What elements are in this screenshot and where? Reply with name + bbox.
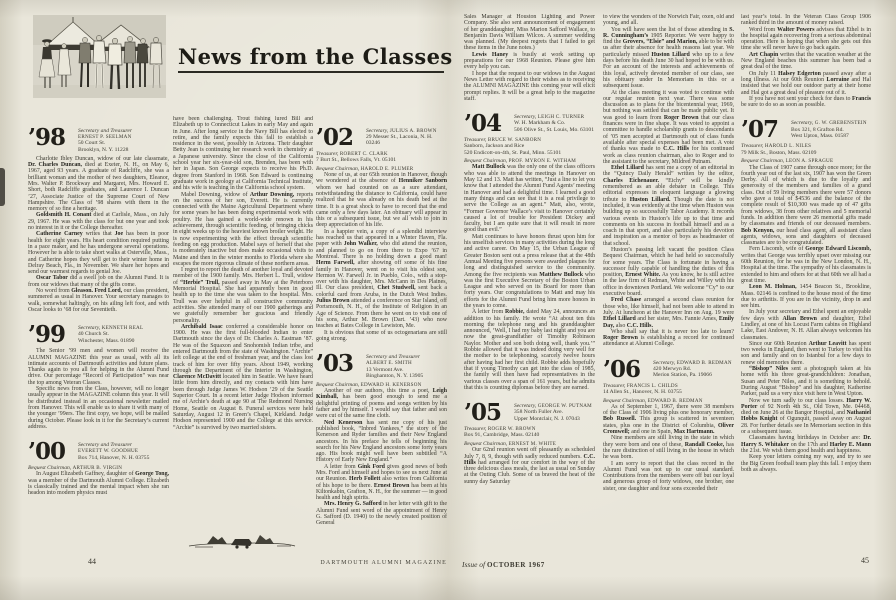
officer-text-segment: 13 Vermont Ave. <box>366 366 404 373</box>
officer-text-segment: JULIUS A. BROWN <box>389 128 437 134</box>
class-officers <box>514 113 594 134</box>
classmate-name: Fred Chase <box>611 297 642 304</box>
officer-text-segment: KENNETH REAL <box>101 325 144 332</box>
classmate-name: Ernest White. <box>625 272 661 279</box>
officer-text-segment: Treasurer, <box>464 137 488 144</box>
class-news-paragraph: Matt continues to have honors thrust upon him for his unselfish services in many activities during the long and active career. On May 15, the Urban League of Greater Boston sent out a press release that at the 48th Annual Meeting five persons were awarded plaques for long and distinguished service to the community. Among the five recipients was Matthew Bullock who was the first Executive Secretary of the Boston Urban League and who served on its Board for more than forty years. Our congratulations to Matt and may his efforts for the Alumni Fund bring him more honors in the years to come. <box>464 233 595 309</box>
officer-text-segment: LEIGH C. TURNER <box>537 114 585 121</box>
classmate-name: Henniker Sanborn <box>398 178 447 185</box>
column-5 <box>603 14 734 554</box>
class-news-paragraph: Sales Manager at Houston Lighting and Power Company. She also sent announcement of engagement of her granddaughter, Miss Marion Safford Wallace, to Benjamin Davis William Wilcox. A summer wedding was planned. (My deepest regrets that I failed to get these items in the June notes.) <box>464 14 595 52</box>
class-news-paragraph: A letter from Robbie, dated May 24, announces an addition to his family. He wrote “At about ten this morning the telephone rang and his granddaughter announced, ‘Well, I had my baby last night and you are now the great-grandfather of Timothy Robinson Naylor. Mother and son both doing well, thank you.’” Robbie allowed that it was indeed doing very well for the mother to be telephoning, scarcely twelve hours after having had her first child. Robbie adds hopefully that if young Timothy can get into the class of 1985, the family will then have had representatives in the various classes over a span of 161 years, but he admits that this is counting diplomas before they are earned. <box>464 309 595 391</box>
class-news-paragraph: It is obvious that some of us octogenarians are still going strong. <box>316 329 447 342</box>
classmate-name: Nathaniel Hobbs Knight <box>741 410 871 423</box>
classmate-name: Clarence McDavitt <box>173 374 222 381</box>
officer-text-segment: ROBERT C. CLARK <box>339 151 388 157</box>
class-news-paragraph: last year’s total. In the Veteran Class Group 1906 ranked third in the amount of money raised. <box>741 14 871 27</box>
classmate-name: Huston Lillard. <box>629 196 671 203</box>
class-section-header <box>603 355 734 383</box>
officer-text-segment: EDWARD B. REDMAN <box>647 397 703 404</box>
class-news-paragraph: Fern Liscomb, wife of George Edward Liscomb, writes that George was terribly upset over missing our 60th Reunion, for he was in the New London, N. H., Hospital at the time. The sympathy of his classmates is extended to him and others for at that 60th we all had a great time. <box>741 246 871 284</box>
class-news-paragraph: Keep your letters coming my way, and try to see the Big Green football team play this fall. I enjoy them both as always. <box>741 454 871 473</box>
officer-line <box>366 140 437 146</box>
class-news-paragraph: Mabel Downing, widow of Arthur Downing, reports on the success of her son, Everett. He is currently connected with the Maine Agricultural Department where for some years he has been doing experimental work with poultry. He has gained a world-wide renown in his achievement, through scientific feeding, of bringing chicks in eight weeks up to the heaviest known broiler weight. He is now experimenting with the effect through scientific feeding on egg production. Mabel says of herself that she is moderately inactive but does make occasional visits to Maine and then in the winter months to Florida where she escapes the more rigorous climate of these northern areas. <box>173 191 313 267</box>
officer-text-segment: 506 Olive St., St. Louis, Mo. 63101 <box>514 126 595 133</box>
officer-text-segment: Box 91, Cambridge, Mass. 02140 <box>464 432 540 439</box>
officer-text-segment: LEON A. SPRAGUE <box>785 158 834 165</box>
officer-text-segment: Secretary and Treasurer <box>366 354 421 361</box>
classmate-name: Allan Brown <box>782 315 817 322</box>
issue-date-line <box>462 560 545 569</box>
officer-text-segment: Sanborn, Jackson and Rice <box>464 143 525 150</box>
class-year-heading: ’99 <box>28 321 66 349</box>
issue-prefix: Issue of <box>462 560 486 569</box>
class-news-paragraph: Matt Bullock was the only one of the class officers who was able to attend the meetings in Hanover on May 12 and 13. Matt has written, “Just a line to let you know that I attended the Alumni Fund Agents’ meeting in Hanover and had a delightful time. I learned a good many things and can see that it is a real privilege to serve the College as an agent.” Matt, also, wrote, “Former Governor Wallace’s visit to Hanover certainly caused a lot of trouble for President Dickey and faculty, but I am quite sure that it will result in more good than evil.” <box>464 164 595 234</box>
classmate-name: Grovers, “Elsie” and Marion, <box>622 39 698 46</box>
classmate-name: George Tong, <box>135 471 169 478</box>
class-news-paragraph: Classmates having birthdays in October are: Dr. Harry S. Whitaker on the 17th and Harley E. Mann the 21st. We wish them good health and happiness. <box>741 435 871 454</box>
officer-text-segment: ARTHUR B. VIRGIN <box>72 465 123 472</box>
officer-text-segment: Secretary, <box>653 359 677 366</box>
scan-edge-smudge <box>0 168 5 206</box>
officer-text-segment: GEORGE W. PUTNAM <box>537 403 592 410</box>
classmate-name: Lewis Haney <box>472 51 509 58</box>
class-news-paragraph: Mrs. Henry G. Safford in her letter with gift to the Alumni Fund sent word of the appointment of Henry G. Safford (D. 1940) to the newly created position of General <box>316 501 447 527</box>
class-news-paragraph: Another of our authors, this time a poet, Leigh Kimball, has been good enough to send me a delightful printing of poems and songs written by his father and by himself. I would say that father and son were cut of the same fine cloth. <box>316 388 447 420</box>
class-section-header <box>464 399 595 427</box>
classmate-name: Bob Kenyon, <box>741 227 775 234</box>
classmate-name: Art Chapin <box>749 51 779 58</box>
officer-text-segment: Treasurer, <box>603 382 627 389</box>
classmate-name: Bob Russell. <box>603 416 637 423</box>
officer-text-segment: 29 Messer St., Laconia, N. H. <box>366 134 433 141</box>
officer-line <box>366 373 423 379</box>
classmate-name: Joe <box>114 231 124 238</box>
officer-text-segment: 03246 <box>366 140 380 147</box>
officer-line <box>78 147 132 153</box>
class-officers <box>78 441 149 462</box>
officer-text-segment: Treasurer, <box>316 151 340 157</box>
classmate-name: George Edward Liscomb, <box>805 246 871 253</box>
class-news-paragraph: At the class meeting it was voted to continue with our regular reunion next year. There was some discussion as to plans for the bicentennial year, 1969, but nothing was settled that can be made public yet. It was good to learn from Roger Brown that our class finances were in fine shape. It was voted to appoint a committee to handle scholarship grants to descendants of ’05 men accepted at Dartmouth out of class funds available after special expenses had been met. A vote of thanks was made to C.C. Hills for his continued work as class reunion chairman, also to Roger and to the assistant to the secretary, Mildred Putnam. <box>603 89 734 165</box>
class-section-99 <box>28 321 169 349</box>
class-news-paragraph: Oscar Tabor did a swell job on the Alumni Fund. It is from our widows that many of the gifts come. <box>28 275 169 288</box>
class-news-paragraph: In August Elizabeth Gaffney, daughter of George Tong, was a member of the Dartmouth Alumni College. Elizabeth is classically trained and the mental impact when she ran headon into modern physics must <box>28 471 169 497</box>
class-officers <box>653 359 732 380</box>
class-year-heading: ’04 <box>464 110 502 138</box>
class-section-header <box>28 124 169 153</box>
officer-text-segment: Treasurer, <box>741 143 765 150</box>
column-1 <box>28 116 169 556</box>
classmate-name: Matt Bullock <box>472 164 506 171</box>
class-news-paragraph: “Bishop” Niles sent a photograph taken at his home with his three great-grandchildren: Jonathan, Susan and Peter Niles, and it is something to behold. During August “Bishop” and his daughter, Katherine Parker, paid us a very nice visit here in West Upton. <box>741 366 871 398</box>
officer-text-segment: G. W. GREBENSTEIN <box>814 120 867 127</box>
classmate-name: John Walker, <box>343 241 378 248</box>
classmate-name: Charles Eichenauer. <box>603 177 659 184</box>
classmate-name: Catherine Carney <box>36 231 83 238</box>
class-news-paragraph: Specific news from the Class, however, will no longer usually appear in the MAGAZINE column this year. It will be distributed instead in an occasional newsletter mailed from Hanover. This will enable us to share it with many of the younger ’99ers. The first copy, we hope, will be mailed during October. Please look in it for the Secretary’s current address. <box>28 386 169 430</box>
officer-text-segment: 50 Court St. <box>78 140 106 147</box>
officer-text-segment: Secretary and Treasurer <box>78 442 133 449</box>
class-section-header <box>28 438 169 466</box>
class-year-heading: ’00 <box>28 438 66 466</box>
classmate-name: Gleason. Fred Lord, <box>71 288 123 295</box>
issue-date: OCTOBER 1967 <box>487 561 545 569</box>
officer-text-segment: FRANCIS L. CHILDS <box>626 382 678 389</box>
officer-text-segment: Upper Montclair, N. J. 07043 <box>514 415 580 422</box>
classmate-name: C.C. Hills. <box>626 322 653 329</box>
class-year-heading: ’06 <box>603 355 641 383</box>
class-section-header <box>464 110 595 138</box>
class-section-05 <box>464 399 595 448</box>
class-year-heading: ’05 <box>464 399 502 427</box>
classmate-name: Francis <box>852 95 871 102</box>
officer-line <box>78 338 143 344</box>
class-news-paragraph: I regret to report the death of another loyal and devoted member of the 1900 family. Mrs. Herbert L. Trull, widow of “Herbie” Trull, passed away in May at the Peterboro Memorial Hospital. She had apparently been in good health up to the time she was taken to the hospital. Mrs. Trull was ever helpful in all constructive community activities. She attended many of our 1900 gatherings and we gratefully remember her gracious and friendly personality. <box>173 267 313 324</box>
class-news-paragraph: On July 11 Halsey Edgerton passed away after a long illness. At our 60th Reunion Lorraine and Hal insisted that we hold our outdoor party at their home and Hal got a great deal of pleasure out of it. <box>741 70 871 96</box>
classmate-name: Walter Powers <box>777 26 815 33</box>
class-section-02 <box>316 124 447 172</box>
classmate-name: Ernest Brown <box>373 482 410 489</box>
class-news-paragraph: Goldsmith H. Conant died at Carlisle, Mass., on July 29, 1967. He was with the class for but one year and took no interest in it or the College thereafter. <box>28 212 169 232</box>
officer-text-segment: Box 321, 8 Grafton Rd. <box>791 126 844 133</box>
classmate-name: C.C. Hills <box>663 146 690 153</box>
officer-line <box>741 150 871 156</box>
classmate-name: Leigh Kimball, <box>316 388 447 401</box>
officer-text-segment: 40 Church St. <box>78 331 109 338</box>
classmate-name: Leon M. Holman, <box>749 284 797 291</box>
classmate-name: Chet Studwell, <box>377 285 416 292</box>
officer-text-segment: ROGER W. BROWN <box>487 426 536 433</box>
class-news-paragraph: Leon M. Holman, 1454 Beacon St., Brookline, Mass. 02146 is confined to the house most of the time due to arthritis. If you are in the vicinity, drop in and see him. <box>741 284 871 310</box>
class-news-paragraph: Huston’s passing left vacant the position Class Bequest Chairman, which he had held so successfully for some years. The Class is fortunate in having a successor fully capable of handling the duties of this position, Ernest White. As you know, he is still active in the law firm of Redman, White and Willey with his office in downtown Portland. We welcome “Cy” to our executive board. <box>603 246 734 298</box>
alumni-reunion-group-sketch-illustration <box>33 15 166 98</box>
classmate-name: Huston Lillard <box>651 51 690 58</box>
officer-text-segment: Box 714, Hanover, N. H. 03755 <box>78 454 150 461</box>
officer-text-segment: Binghamton, N. Y. 13905 <box>366 372 424 379</box>
class-news-paragraph: In July your secretary and Ethel spent an enjoyable few days with Allan Brown and daughter, Ethel Lindley, at one of his Locust Farm cabins on Highland Lake, East Andover, N. H. Allan always welcomes his classmates. <box>741 309 871 341</box>
classmate-name: Goldsmith H. Conant <box>36 212 92 219</box>
column-3 <box>316 116 447 556</box>
officer-line <box>316 157 447 163</box>
officer-text-segment: ERNEST P. SEELMAN <box>78 134 132 141</box>
classmate-name: “Herbie” Trull, <box>180 279 220 286</box>
officer-text-segment: HAROLD L. NILES <box>764 143 812 150</box>
class-news-paragraph: Word from Walter Powers advises that Ethel is in the hospital again recovering from a serious abdominal operation. Here is hoping that when she gets out this time she will never have to go back again. <box>741 26 871 52</box>
left-page-number: 44 <box>88 557 96 566</box>
officer-line <box>514 416 592 422</box>
class-year-heading: ’07 <box>741 116 779 144</box>
classmate-name: Randall Cooke, <box>684 441 725 448</box>
officer-text-segment: BRUCE W. SANBORN <box>487 137 542 144</box>
class-news-paragraph: Lewis Haney is busily at work setting up preparations for our 1968 Reunion. Please give him every help you can. <box>464 51 595 71</box>
classmate-name: Arthur Leavitt <box>808 340 847 347</box>
officer-text-segment: Bequest Chairman, <box>464 441 509 448</box>
classmate-name: Roger Brown <box>603 335 638 342</box>
classmate-name: Max Hartmann. <box>673 429 715 436</box>
classmate-name: Dr. Charles Duncan, <box>28 162 83 169</box>
classmate-name: Halsey Edgerton <box>778 70 821 77</box>
officer-text-segment: Secretary, <box>514 114 538 121</box>
title-rule <box>178 71 444 73</box>
classmate-name: Mrs. Henry G. Safford <box>324 501 382 508</box>
classmate-name: Lorraine <box>826 76 850 83</box>
class-news-paragraph: Since our 60th Reunion Arthur Leavitt has spent two weeks in England, then went to Turkey to visit his son and family and on to Istanbul for a few days to renew old memories there. <box>741 340 871 366</box>
right-page-number: 45 <box>861 556 869 565</box>
classmate-name: Julius Brown <box>316 298 350 305</box>
officer-text-segment: Brooklyn, N. Y. 11228 <box>78 146 129 153</box>
class-section-header <box>741 116 871 144</box>
officer-text-segment: Bequest Chairman, <box>316 381 361 388</box>
officer-text-segment: 14 Allen St., Hanover, N. H. 03755 <box>603 388 682 395</box>
officer-text-segment: Secretary, <box>514 403 538 410</box>
class-officers <box>78 324 143 345</box>
class-news-paragraph: Now we turn sadly to our class losses. Harry W. Porter of 92 North 4th St., Old Town, Me. 04468, died on June 26 at the Bangor Hospital, and Nathaniel Hobbs Knight of Ogunquit, passed away on August 28. For further details see In Memoriam section in this or a subsequent issue. <box>741 397 871 436</box>
classmate-name: Herm Farwell, <box>316 260 355 267</box>
classmate-name: Oliver Cromwell; <box>603 422 734 436</box>
class-year-heading: ’98 <box>28 124 66 151</box>
classmate-name: S. R. Cunningham’s <box>603 26 734 39</box>
class-news-paragraph: I hope that the request to our widows in the August News Letter with regard to their wishes as to receiving the ALUMNI MAGAZINE this coming year will elicit prompt replies. It will be a great help to the magazine staff. <box>464 70 595 102</box>
class-news-paragraph: In a happier vein, a copy of a splendid interview has reached us that appeared in a Winter Haven, Fla. paper with John Walker, who did attend the reunion, and planned to go on from there to Expo ’67 in Montreal. There is no holding down a good man! Herm Farwell, after showing off some of his fine family in Hanover, went on to visit his oldest son, Hermon W. Farwell Jr. in Pueblo, Colo., with a stop-over with his daughter, Mrs. McCann in Des Plaines, Ill. Our class president, Chet Studwell, sent back a colorful card from Aruba, in the Dutch West Indies. Julius Brown attended a conference on Star Island, off Portsmouth, N. H., of the Institute of Religion in an Age of Science. From there he went on to visit one of his sons, Arthur M. Brown (Dart. ’43) who now teaches at Bates College in Lewiston, Me. <box>316 228 447 330</box>
classmate-name: “Bishop” Niles <box>749 366 789 373</box>
classmate-name: Ned Kenerson <box>324 419 363 426</box>
class-news-paragraph: Charlotte Ibley Duncan, widow of our late classmate, Dr. Charles Duncan, died at Exeter, N. H., on May 6, 1967, aged 93 years. A graduate of Radcliffe, she was a brilliant woman and the mother of two daughters, Eleanor, Mrs. Walter P. Brockway and Margaret, Mrs. Howard E. Short, both Radcliffe graduates, and Laurence I. Duncan ’27, Associate Justice of the Supreme Court of New Hampshire. The Class of ’98 shares with them in the memory of so fine a heritage. <box>28 155 169 213</box>
officer-text-segment: ALBERT E. SMITH <box>366 360 412 367</box>
class-news-paragraph: The Senior ’99 men and women will receive the ALUMNI MAGAZINE this year as usual, with all its intimate accounts of Dartmouth activities and future plans. Thanks again to you all for helping in the Alumni Fund drive. Our percentage “Record of Participation” was near the top among Veteran Classes. <box>28 348 169 386</box>
classmate-name: Roger Brown <box>663 114 699 121</box>
officer-text-segment: Secretary and Treasurer <box>78 128 133 134</box>
officer-text-segment: Bequest Chairman, <box>603 397 648 404</box>
class-news-paragraph: Fred Chase arranged a second class reunion for those who, like himself, had not been able to attend in July. At luncheon at the Hanover Inn on Aug. 19 were Ethel Lillard and her sister, Mrs. Fannie Ames, Emily Day, also C.C. Hills. <box>603 297 734 329</box>
classmate-name: Ethel Lillard <box>603 316 636 323</box>
officer-line <box>464 432 595 438</box>
class-news-paragraph: Who shall say that it is never too late to learn? Roger Brown is establishing a record for continued attendance at Alumni College. <box>603 328 734 348</box>
classmate-name: Harry W. Porter <box>741 397 871 410</box>
class-section-header <box>28 321 169 349</box>
class-section-98 <box>28 124 169 153</box>
classmate-name: Gink Ford <box>357 463 385 470</box>
class-section-03 <box>316 350 447 388</box>
class-officers <box>514 402 592 423</box>
officer-line <box>78 455 149 461</box>
officer-text-segment: Merion Station, Pa. 19066 <box>653 372 712 379</box>
officer-text-segment: Secretary, <box>791 120 815 127</box>
officer-text-segment: Bequest Chairman, <box>741 158 786 165</box>
officer-text-segment: West Upton, Mass. 01587 <box>791 132 849 139</box>
class-section-04 <box>464 110 595 165</box>
class-news-paragraph: Ethel Lillard has sent me a copy of an editorial in the “Quincy Daily Herald” written by the editor, Charles Eichenauer. “Eichy” will be kindly remembered as an able debater in College. This editorial expresses in eloquent language a glowing tribute to Huston Lillard. Though the date is not included, it was evidently at the time when Huston was building up so successfully Tabor Academy. It records various events in Huston’s life up to that time and comments on his success in football himself and as a coach in that sport, and also particularly his devotion and inspiration as a mentor of boys as headmaster of that school. <box>603 165 734 247</box>
officer-text-segment: W. H. Markham & Co. <box>514 120 566 127</box>
classmate-name: Archibald Isaac <box>181 323 223 330</box>
class-news-paragraph: Ned Kenerson has sent me copy of his just published book, “Inbred Yankees,” the story of the Kenerson and Ryder families and their New England ancestors. In his preface he tells of beginning his search for his New England ancestors some forty years ago. His book might well have been subtitled “A History of Early New England.” <box>316 419 447 464</box>
column-2 <box>173 116 313 556</box>
class-news-paragraph: If you have not sent your check for dues to Francis be sure to do so as soon as possible. <box>741 95 871 109</box>
officer-line <box>603 389 734 395</box>
class-section-00 <box>28 438 169 472</box>
class-news-paragraph: The Class of 1907 came through once more; for the fourth year out of the last six, 1907 has won the Green Derby. All of which is due to the loyalty and generosity of the members and families of a grand class. Out of 59 living members there were 57 donors who gave a total of $4536 and the balance of the complete result of $10,300 was made up of 47 gifts from widows, 38 from other relatives and 5 memorial funds. In addition there were 26 memorial gifts made by classmates and friends of our deceased members. Bob Kenyon, our head class agent, all assistant class agents, widows, sons and daughters of deceased classmates are to be congratulated. <box>741 164 871 247</box>
officer-text-segment: Secretary, <box>78 325 102 332</box>
officer-text-segment: PROF. MYRON E. WITHAM <box>508 158 577 165</box>
classmate-name: Oscar Tabor <box>36 275 68 282</box>
landscape-sketch-illustration <box>187 526 297 552</box>
class-news-paragraph: Art Chapin writes that the vacation weather at the New England beaches this summer has been bad a great deal of the time. <box>741 51 871 71</box>
class-news-paragraph: A letter from Gink Ford gives good news of both Mrs. Ford and himself and hopes to see us next June at our Reunion. Herb Follett also writes from California of his hope to be there. Ernest Brown has been at his Kiltonkabin, Grafton, N. H., for the summer — in good health and high spirits. <box>316 463 447 502</box>
column-4 <box>464 14 595 554</box>
officer-text-segment: Secretary, <box>366 128 390 134</box>
class-officers <box>78 127 132 153</box>
classmate-name: Emily Day, <box>603 316 734 329</box>
class-year-heading: ’03 <box>316 350 354 378</box>
classmate-name: C.C. Hills <box>464 453 595 466</box>
column-6 <box>741 14 871 554</box>
officer-text-segment: Bequest Chairman, <box>316 165 361 172</box>
classmate-name: Robbie, <box>505 309 525 316</box>
officer-text-segment: 7 Burt St., Bellows Falls, Vt. 05101 <box>316 157 397 164</box>
class-section-06 <box>603 355 734 404</box>
officer-text-segment: Winchester, Mass. 01890 <box>78 337 135 344</box>
classmate-name: Dr. Harry S. Whitaker <box>741 435 871 448</box>
officer-text-segment: 420 Merwyn Rd. <box>653 365 692 372</box>
officer-line <box>514 127 594 133</box>
officer-text-segment: Bequest Chairman, <box>464 158 509 165</box>
class-officers <box>791 119 867 140</box>
officer-line <box>464 150 595 156</box>
class-news-paragraph: None of us, at our 65th reunion in Hanover, though we wondered at the absence of Henniker Sanborn whom we had counted on as a sure attendant, notwithstanding the distance to California, could have realized that he was already on his death bed at the time. It is a great shock to have to record that the end came only a few days later. An obituary will appear in this or a subsequent issue, but we all wish to join in deep appreciation of his life. <box>316 172 447 229</box>
classmate-name: Herb Follett <box>349 476 381 483</box>
classmate-name: Arthur Downing, <box>249 191 295 198</box>
officer-text-segment: Treasurer, <box>464 426 488 433</box>
officer-text-segment: 520 Endicott-on-4th, St. Paul, Minn. 55101 <box>464 149 562 156</box>
classmate-name: Ethel Lillard <box>611 165 644 172</box>
officer-text-segment: ERNEST M. WHITE <box>508 441 557 448</box>
officer-text-segment: EDWARD H. KENERSON <box>360 381 422 388</box>
page-title: News from the Classes <box>178 44 453 69</box>
class-officers <box>366 353 423 379</box>
officer-text-segment: 358 North Fuller Ave. <box>514 409 563 416</box>
officer-text-segment: EDWARD B. REDMAN <box>676 359 732 366</box>
officer-text-segment: HAROLD E. PLUMER <box>360 165 414 172</box>
class-section-header <box>316 350 447 379</box>
class-news-paragraph: have been challenging. Trout fishing lured Bill and Elizabeth up to Connecticut Lakes in early May and again in June. After long service in the Navy Bill has elected to retire, and the family expects this fall to establish a residence in the west, possibly in Arizona. Their daughter Betty Jean is continuing her research work in chemistry at a Japanese university. Since the close of the California school year her six-year-old son, Brenden, has been with her in Japan. Son George expects to receive his Ph.D. degree from Stanford in 1968. Son Edward is continuing graduate work in geology at California Technical Institute, and his wife is teaching in the California school system. <box>173 116 313 192</box>
classmate-name: Harley E. Mann <box>829 441 871 448</box>
magazine-name: DARTMOUTH ALUMNI MAGAZINE <box>320 560 447 566</box>
class-officers <box>366 127 437 148</box>
officer-text-segment: 79 Milk St., Boston, Mass. 02109 <box>741 149 817 156</box>
class-news-paragraph: I am sorry to report that the class record in the Alumni Fund was not up to our usual standard. Contributions from the members were off but our loyal and generous group of forty widows, one brother, one sister, one daughter and four sons exceeded their <box>603 460 734 492</box>
officer-text-segment: Bequest Chairman, <box>28 465 73 472</box>
class-section-07 <box>741 116 871 165</box>
class-section-header <box>316 124 447 151</box>
class-news-paragraph: Nine members are still living in the state in which they were born and one of these, Randall Cooke, has the rare distinction of still living in the house in which he was born. <box>603 435 734 461</box>
officer-line <box>791 133 867 139</box>
class-news-paragraph: Archibald Isaac conferred a considerable honor on 1900. He was the first full-blooded Indian to enter Dartmouth since the days of Dr. Charles A. Eastman ’87. He was of the Squaxon and Snohomish Indian tribe, and entered Dartmouth from the state of Washington. “Archie” left college at the end of freshman year, and the class lost track of him for over fifty years. About 1949, working through the Department of the Interior in Washington, Clarence McDavitt located him in Seattle. We have heard little from him directly, and my contacts with him have been through Judge James W. Hodson ’29 of the Seattle Superior Court. In a recent letter Judge Hodson informed me of Archie’s death at age 90 at The Redmond Nursing Home, Seattle on August 8. Funeral services were held Saturday, August 12 in Green’s Chapel, Kirkland. Judge Hodson represented 1900 and the College at this service. “Archie” is survived by two married sisters. <box>173 323 313 431</box>
class-news-paragraph: You will have seen the list of those attending in S. R. Cunningham’s 1905 Reporter. We were happy to find the Grovers, “Elsie” and Marion, able to be with us after their absence for health reasons last year. We particularly missed Huston Lillard who up to a few days before his death June 30 had hoped to be with us. For an account of the interests and achievements of this loyal, actively devoted member of our class, see his obituary under In Memoriam in this or a subsequent issue. <box>603 26 734 90</box>
class-news-paragraph: No word from Gleason. Fred Lord, our class president, summered as usual in Hanover. Your secretary manages to walk, somewhat haltingly, on his ailing left foot, and with Oscar looks to ’68 for our Seventieth. <box>28 288 169 313</box>
class-news-paragraph: Catherine Carney writes that Joe has been in poor health for eight years. His heart condition required putting in a pace maker, and he has undergone several operations. However he is able to take short walks at Osterville, Mass., and Catherine hopes they will get to their winter home in Delray Beach, Fla., in November. We share her hopes and send our warmest regards to genial Joe. <box>28 231 169 276</box>
class-news-paragraph: Our 62nd reunion went off pleasantly as scheduled July 7, 8, 9, though with sadly reduced numbers. C.C. Hills had arranged for our comfort in the way of the three delicious class meals, the last as usual on Sunday at the Outing Club. Some of us braved the heat of the sunny day Saturday <box>464 447 595 485</box>
officer-text-segment: EVERETT W. GOODHUE <box>78 448 139 455</box>
class-news-paragraph: to view the wonders of the Norwich Fair, oxen, old and young, and all. <box>603 14 734 27</box>
class-news-paragraph: As of September 1, 1967, there were 38 members of the Class of 1906 living plus one honorary member, Bob Russell. This group is scattered in seventeen states, plus one in the District of Columbia, Oliver Cromwell; and one in Spain, Max Hartmann. <box>603 403 734 436</box>
class-year-heading: ’02 <box>316 124 354 151</box>
officer-line <box>653 372 732 378</box>
classmate-name: Matthew Bullock <box>539 271 584 278</box>
